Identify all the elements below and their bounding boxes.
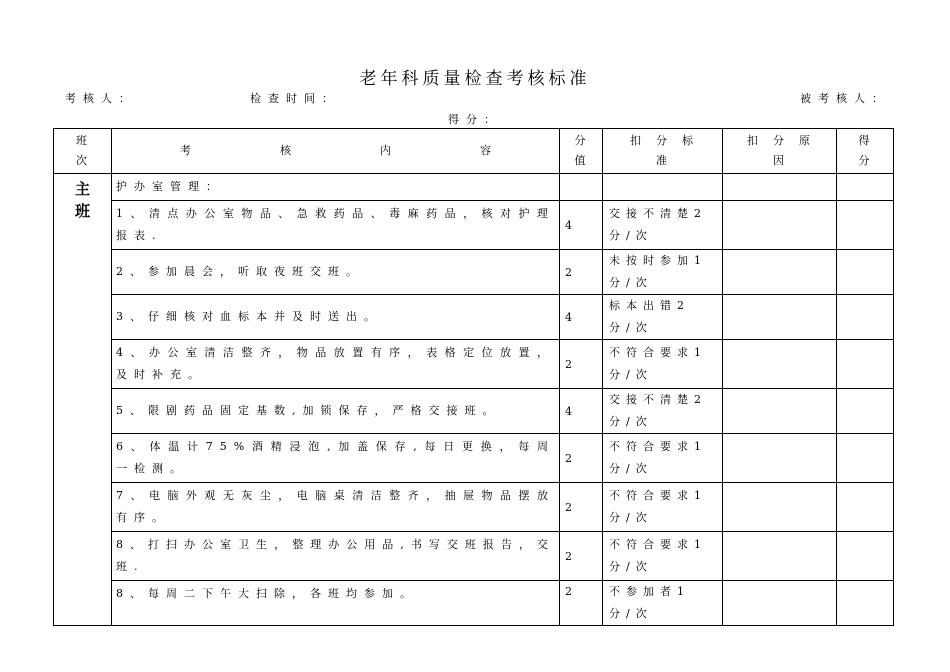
table-row <box>54 250 894 295</box>
row-deduction-standard: 未按时参加1分/次 <box>603 250 723 295</box>
header-points: 分 值 <box>560 129 603 174</box>
row-score <box>837 340 894 389</box>
row-deduction-reason <box>723 434 837 483</box>
row-deduction-standard: 交接不清楚2分/次 <box>603 201 723 250</box>
row-score <box>837 532 894 581</box>
row-content: 8、每周二下午大扫除，各班均参加。 <box>112 581 560 626</box>
header-deduction-reason: 扣 分 原 因 <box>723 129 837 174</box>
page-title: 老年科质量检查考核标准 <box>359 69 591 89</box>
row-score <box>837 295 894 340</box>
row-deduction-standard: 不符合要求1分/次 <box>603 483 723 532</box>
row-points: 2 <box>560 483 603 532</box>
section-row <box>54 174 894 201</box>
assessee-label: 被考核人： <box>800 92 890 105</box>
row-deduction-reason <box>723 532 837 581</box>
table-header-row <box>54 129 894 174</box>
table-row <box>54 581 894 626</box>
row-deduction-reason <box>723 340 837 389</box>
table-row <box>54 201 894 250</box>
row-content: 8、打扫办公室卫生，整理办公用品,书写交班报告，交班. <box>112 532 560 581</box>
table-row <box>54 340 894 389</box>
row-deduction-reason <box>723 250 837 295</box>
table-row <box>54 295 894 340</box>
row-score <box>837 250 894 295</box>
shift-cell: 主 班 <box>54 174 112 626</box>
row-points: 4 <box>560 389 603 434</box>
row-points: 2 <box>560 340 603 389</box>
row-deduction-reason <box>723 581 837 626</box>
table-row <box>54 434 894 483</box>
row-points: 2 <box>560 532 603 581</box>
header-content: 考 核 内 容 <box>112 129 560 174</box>
row-deduction-standard: 不符合要求1分/次 <box>603 434 723 483</box>
row-deduction-reason <box>723 295 837 340</box>
header-shift: 班 次 <box>54 129 112 174</box>
row-points: 2 <box>560 581 603 626</box>
row-content: 1、清点办公室物品、急救药品、毒麻药品，核对护理报表. <box>112 201 560 250</box>
row-points: 4 <box>560 201 603 250</box>
score-label: 得分： <box>448 113 502 126</box>
row-score <box>837 581 894 626</box>
table-row <box>54 483 894 532</box>
row-content: 4、办公室清洁整齐，物品放置有序，表格定位放置，及时补充。 <box>112 340 560 389</box>
row-score <box>837 389 894 434</box>
table-row <box>54 389 894 434</box>
row-deduction-standard: 不参加者1分/次 <box>603 581 723 626</box>
row-deduction-standard: 不符合要求1分/次 <box>603 532 723 581</box>
header-deduction-standard: 扣 分 标 准 <box>603 129 723 174</box>
row-content: 2、参加晨会，听取夜班交班。 <box>112 250 560 295</box>
row-deduction-standard: 交接不清楚2分/次 <box>603 389 723 434</box>
header-score: 得 分 <box>837 129 894 174</box>
row-content: 5、限剧药品固定基数,加锁保存，严格交接班。 <box>112 389 560 434</box>
row-score <box>837 483 894 532</box>
row-deduction-reason <box>723 483 837 532</box>
row-content: 3、仔细核对血标本并及时送出。 <box>112 295 560 340</box>
row-score <box>837 434 894 483</box>
row-points: 2 <box>560 434 603 483</box>
row-content: 7、电脑外观无灰尘，电脑桌清洁整齐，抽屉物品摆放有序。 <box>112 483 560 532</box>
row-score <box>837 201 894 250</box>
row-deduction-reason <box>723 389 837 434</box>
row-deduction-standard: 不符合要求1分/次 <box>603 340 723 389</box>
check-time-label: 检查时间： <box>250 92 340 105</box>
assessment-table <box>53 128 894 626</box>
row-points: 4 <box>560 295 603 340</box>
section-title: 护办室管理： <box>112 174 560 201</box>
row-content: 6、体温计75%酒精浸泡,加盖保存,每日更换，每周一检测。 <box>112 434 560 483</box>
row-deduction-standard: 标本出错2分/次 <box>603 295 723 340</box>
row-deduction-reason <box>723 201 837 250</box>
assessor-label: 考核人： <box>65 92 137 105</box>
row-points: 2 <box>560 250 603 295</box>
table-row <box>54 532 894 581</box>
